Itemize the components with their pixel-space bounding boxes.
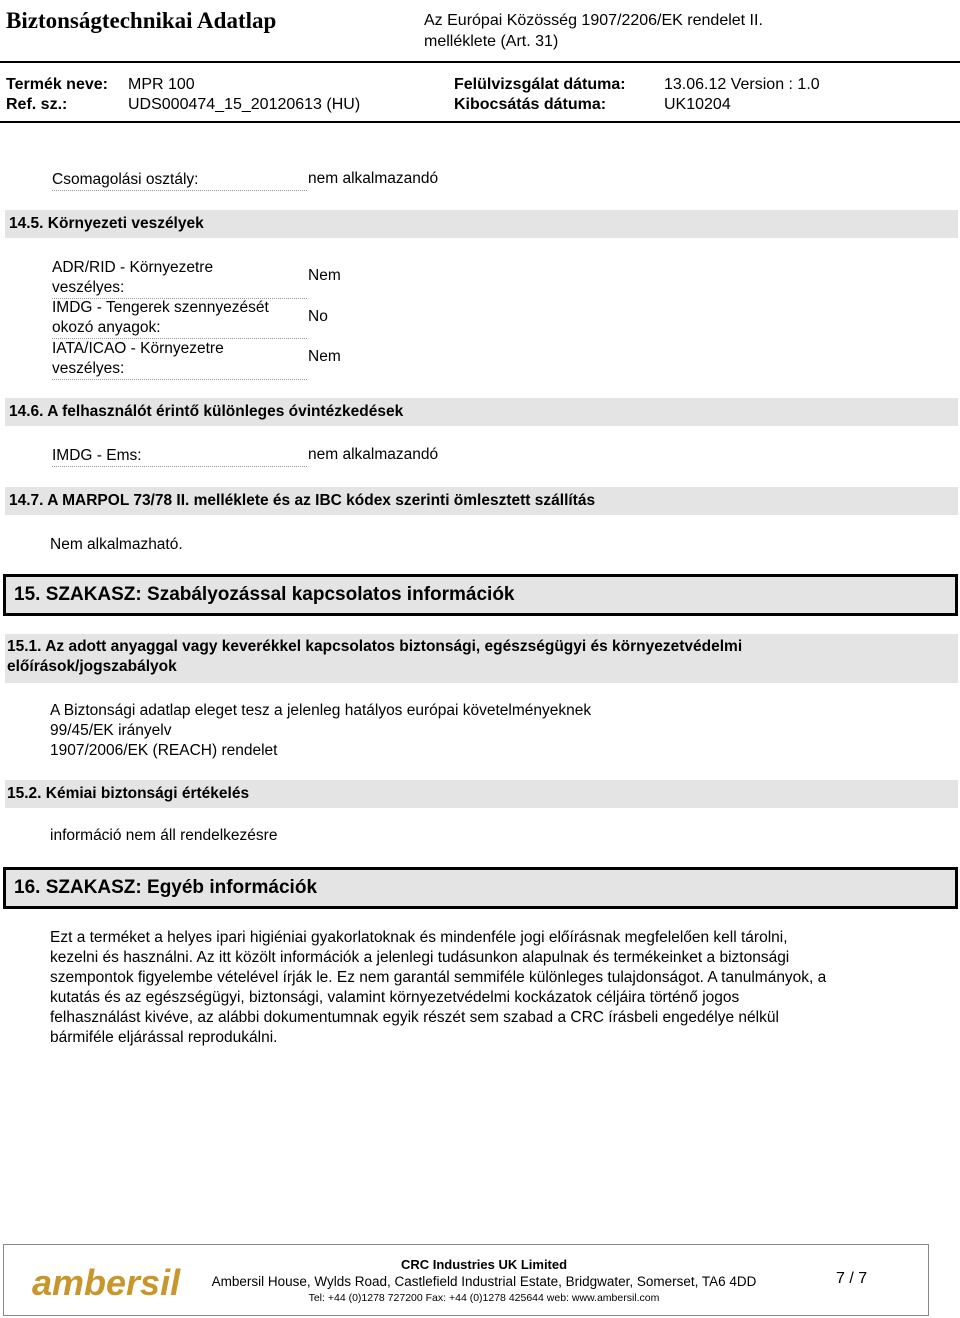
ref-label: Ref. sz.:: [6, 96, 68, 113]
page-number: 7 / 7: [836, 1270, 868, 1287]
env-hazard-row-iata: [52, 339, 307, 380]
section-16-line: szempontok figyelembe vételével írják le. Ez nem garantál semmiféle különleges tulajdonságot. A tanulmányok, a: [50, 969, 827, 986]
env-hazard-row-imdg: [52, 298, 307, 339]
revision-date-value: 13.06.12 Version : 1.0: [664, 76, 820, 93]
section-16-line: kezelni és használni. Az itt közölt információk a jelenlegi tudásunkon alapulnak és termékeinket a biztonsági: [50, 949, 790, 966]
product-name-value: MPR 100: [128, 76, 195, 93]
section-15-1-title: [5, 634, 958, 683]
section-16-text: [50, 928, 920, 1048]
ref-value: UDS000474_15_20120613 (HU): [128, 96, 361, 113]
reach-line: 1907/2006/EK (REACH) rendelet: [50, 742, 278, 759]
env-hazard-label-line1: ADR/RID - Környezetre: [52, 259, 214, 276]
regulation-reference: [424, 10, 844, 52]
section-15-1-text: [50, 701, 591, 761]
section-14-7-text: Nem alkalmazható.: [50, 536, 183, 553]
regulation-line-1: Az Európai Közösség 1907/2206/EK rendelet II.: [424, 12, 763, 29]
section-14-7-title: 14.7. A MARPOL 73/78 II. melléklete és az IBC kódex szerinti ömlesztett szállítás: [5, 487, 958, 515]
company-contact: Tel: +44 (0)1278 727200 Fax: +44 (0)1278 425644 web: www.ambersil.com: [308, 1292, 660, 1304]
issue-date-label: Kibocsátás dátuma:: [454, 96, 607, 113]
section-16-line: kutatás és az egészségügyi, biztonsági, valamint környezetvédelmi kockázatok céljáira történő jogos: [50, 989, 740, 1006]
env-hazard-value-adr: Nem: [308, 267, 341, 284]
section-15-1-title-line1: 15.1. Az adott anyaggal vagy keverékkel kapcsolatos biztonsági, egészségügyi és környezetvédelmi: [7, 638, 743, 655]
imdg-ems-label: IMDG - Ems:: [52, 446, 307, 467]
company-name: CRC Industries UK Limited: [400, 1257, 568, 1272]
footer: [3, 1244, 929, 1316]
directive-line: 99/45/EK irányelv: [50, 722, 172, 739]
regulation-line-2: melléklete (Art. 31): [424, 33, 559, 50]
env-hazard-value-iata: Nem: [308, 348, 341, 365]
regulation-compliance-line: A Biztonsági adatlap eleget tesz a jelenleg hatályos európai követelményeknek: [50, 702, 592, 719]
env-hazard-label-line2: okozó anyagok:: [52, 319, 161, 336]
logo-wordmark: ambersil: [32, 1262, 181, 1303]
document-title: Biztonságtechnikai Adatlap: [6, 8, 277, 33]
header-rule-bottom: [0, 121, 960, 123]
section-16-line: bármiféle eljárással reprodukálni.: [50, 1029, 278, 1046]
section-14-5-title: 14.5. Környezeti veszélyek: [5, 210, 958, 238]
section-16-line: Ezt a terméket a helyes ipari higiéniai gyakorlatoknak és mindenféle jogi előírásnak megfelelően kell tárolni,: [50, 929, 788, 946]
env-hazard-label-line2: veszélyes:: [52, 279, 125, 296]
section-14-6-title: 14.6. A felhasználót érintő különleges óvintézkedések: [5, 398, 958, 426]
footer-company-block: [204, 1257, 764, 1305]
section-15-1-title-line2: előírások/jogszabályok: [7, 658, 177, 675]
section-15-2-title: 15.2. Kémiai biztonsági értékelés: [5, 780, 958, 808]
revision-date-label: Felülvizsgálat dátuma:: [454, 76, 626, 93]
env-hazard-label-line1: IMDG - Tengerek szennyezését: [52, 299, 269, 316]
env-hazard-value-imdg: No: [308, 308, 328, 325]
env-hazard-row-adr: [52, 258, 307, 299]
issue-date-value: UK10204: [664, 96, 731, 113]
header-rule-top: [0, 61, 960, 63]
env-hazard-label-line2: veszélyes:: [52, 360, 125, 377]
product-name-label: Termék neve:: [6, 76, 108, 93]
section-16-heading: 16. SZAKASZ: Egyéb információk: [3, 867, 958, 909]
section-16-line: felhasználást kivéve, az alábbi dokumentumnak egyik részét sem szabad a CRC írásbeli engedélye nélkül: [50, 1009, 779, 1026]
packing-group-label: Csomagolási osztály:: [52, 170, 307, 191]
section-15-heading: 15. SZAKASZ: Szabályozással kapcsolatos információk: [3, 574, 958, 616]
imdg-ems-value: nem alkalmazandó: [308, 446, 439, 463]
packing-group-value: nem alkalmazandó: [308, 170, 439, 187]
env-hazard-label-line1: IATA/ICAO - Környezetre: [52, 340, 224, 357]
company-address: Ambersil House, Wylds Road, Castlefield Industrial Estate, Bridgwater, Somerset, TA6 4DD: [211, 1274, 757, 1289]
ambersil-logo: [30, 1257, 181, 1303]
section-15-2-text: információ nem áll rendelkezésre: [50, 827, 278, 844]
